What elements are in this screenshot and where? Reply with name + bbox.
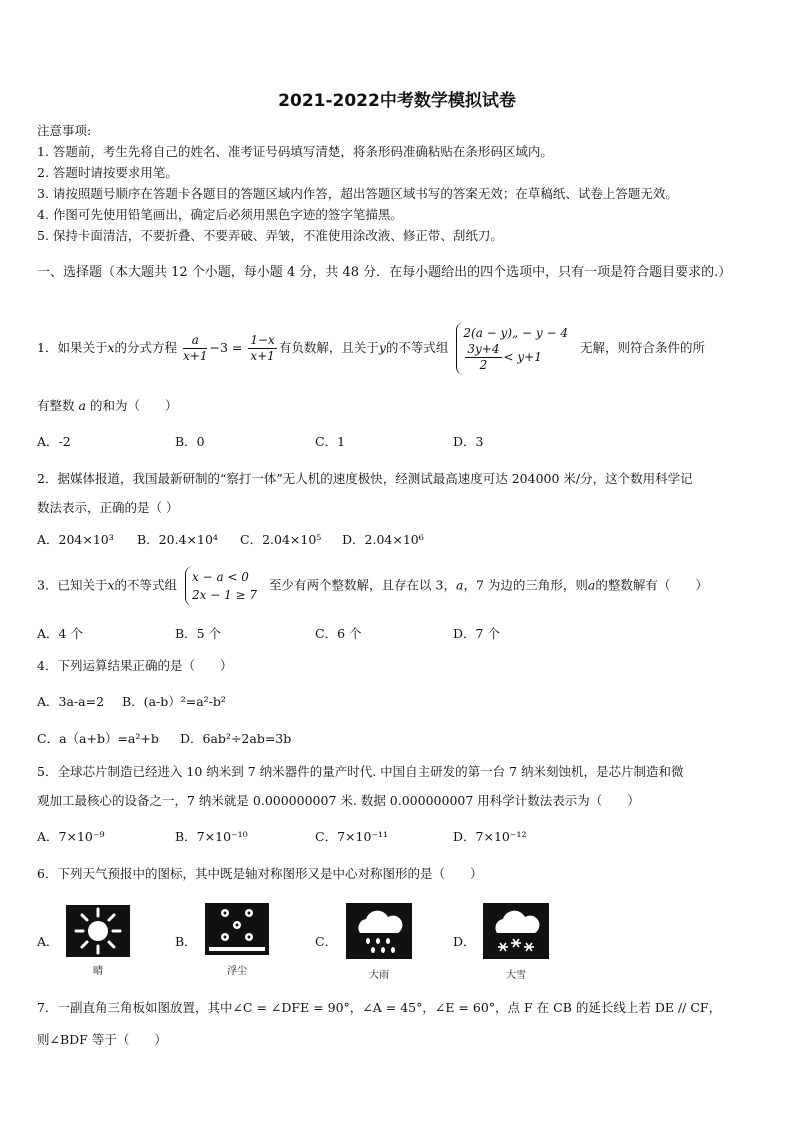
icon-caption: 浮尘	[227, 966, 247, 977]
heavy-rain-icon	[346, 903, 412, 959]
question-7: 7．一副直角三角板如图放置，其中∠C = ∠DFE = 90°，∠A = 45°，∠E = 60°，点 F 在 CB 的延长线上若 DE // CF，	[37, 1000, 722, 1015]
option-a: A．204×10³	[37, 532, 114, 547]
question-3: 3．已知关于x的不等式组 x − a < 0 2x − 1 ≥ 7 至少有两个整数解，且存在以 3，a，7 为边的三角形，则a的整数解有（ ）	[37, 566, 708, 606]
sunny-icon	[66, 905, 130, 957]
dust-icon	[205, 903, 269, 955]
icon-caption: 大雪	[506, 970, 526, 981]
option-d: D．7×10⁻¹²	[453, 829, 527, 844]
question-6: 6．下列天气预报中的图标，其中既是轴对称图形又是中心对称图形的是（ ）	[37, 866, 483, 881]
option-b: B．	[175, 934, 197, 949]
option-c: C．7×10⁻¹¹	[315, 829, 389, 844]
option-c: C．1	[315, 434, 346, 449]
note-item: 1. 答题前，考生先将自己的姓名、准考证号码填写清楚，将条形码准确粘贴在条形码区域内。	[37, 144, 553, 159]
option-b: B．5 个	[175, 626, 222, 641]
icon-caption: 晴	[93, 966, 103, 977]
option-d: D．7 个	[453, 626, 500, 641]
fraction: $\frac{a}{x+1}$	[183, 333, 208, 363]
option-d: D．	[453, 934, 476, 949]
inequality-system: 2(a − y)„ − y − 4 $\frac{3y+4}{2}$ < y+1	[456, 322, 572, 375]
option-d: D．6ab²÷2ab=3b	[180, 731, 292, 746]
question-5: 5．全球芯片制造已经进入 10 纳米到 7 纳米器件的量产时代. 中国自主研发的第一台 7 纳米刻蚀机，是芯片制造和微	[37, 764, 684, 779]
question-5-line2: 观加工最核心的设备之一，7 纳米就是 0.000000007 米. 数据 0.000000007 用科学计数法表示为（ ）	[37, 793, 640, 808]
question-1-tail: 有整数 a 的和为（ ）	[37, 398, 178, 413]
inequality-system: x − a < 0 2x − 1 ≥ 7	[185, 566, 261, 606]
note-item: 2. 答题时请按要求用笔。	[37, 165, 178, 180]
section-heading: 一、选择题（本大题共 12 个小题，每小题 4 分，共 48 分．在每小题给出的四个选项中，只有一项是符合题目要求的.）	[37, 265, 732, 280]
note-item: 5. 保持卡面清洁，不要折叠、不要弄破、弄皱，不准使用涂改液、修正带、刮纸刀。	[37, 228, 503, 243]
option-a: A．4 个	[37, 626, 83, 641]
option-b: B．(a-b）²=a²-b²	[122, 694, 226, 709]
page-title: 2021-2022中考数学模拟试卷	[278, 91, 516, 111]
icon-caption: 大雨	[369, 970, 389, 981]
option-a: A．-2	[37, 434, 71, 449]
fraction: $\frac{1-x}{x+1}$	[250, 333, 275, 363]
option-d: D．3	[453, 434, 484, 449]
notes	[37, 120, 678, 246]
note-item: 3. 请按照题号顺序在答题卡各题目的答题区域内作答，超出答题区域书写的答案无效；在草稿纸、试卷上答题无效。	[37, 186, 678, 201]
option-c: C．a（a+b）=a²+b	[37, 731, 159, 746]
option-a: A．	[37, 934, 59, 949]
note-item: 4. 作图可先使用铅笔画出，确定后必须用黑色字迹的签字笔描黑。	[37, 207, 403, 222]
question-7-line2: 则∠BDF 等于（ ）	[37, 1032, 167, 1047]
question-2: 2．据媒体报道，我国最新研制的“察打一体”无人机的速度极快，经测试最高速度可达 204000 米/分，这个数用科学记	[37, 471, 693, 486]
option-c: C．	[315, 934, 338, 949]
question-4: 4．下列运算结果正确的是（ ）	[37, 658, 233, 673]
notes-heading: 注意事项:	[37, 123, 92, 138]
option-b: B．7×10⁻¹⁰	[175, 829, 248, 844]
option-a: A．3a-a=2	[37, 694, 105, 709]
option-b: B．20.4×10⁴	[137, 532, 218, 547]
option-c: C．2.04×10⁵	[240, 532, 322, 547]
heavy-snow-icon	[483, 903, 549, 959]
question-2-line2: 数法表示，正确的是（ ）	[37, 500, 179, 515]
option-d: D．2.04×10⁶	[342, 532, 424, 547]
question-1: 1．如果关于x的分式方程 $\frac{a}{x+1}$ −3 = $\frac{1-x}{x+1}$ 有负数解，且关于y的不等式组 2(a − y)„ − y − 4 $\frac{3y+4}{2}$ < y+1 无解，则符合条件的所	[37, 322, 705, 375]
option-a: A．7×10⁻⁹	[37, 829, 105, 844]
option-c: C．6 个	[315, 626, 362, 641]
option-b: B．0	[175, 434, 205, 449]
